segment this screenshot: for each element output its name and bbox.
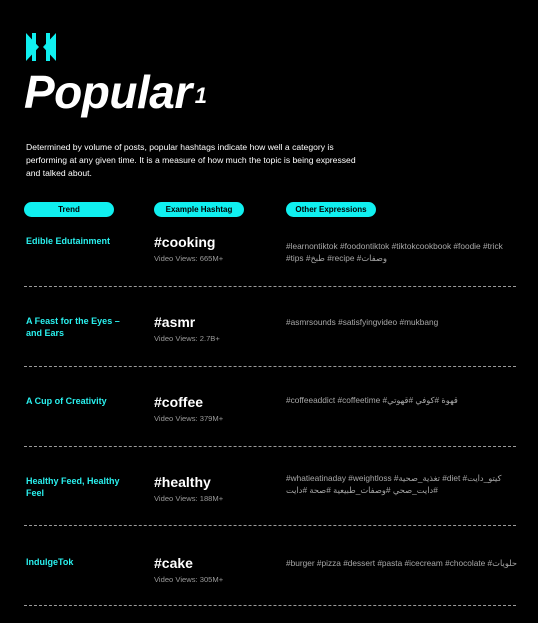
intro-paragraph: Determined by volume of posts, popular hashtags indicate how well a category is performing at any given time. It is a measure of how much the topic is being expressed and talked about. [26,141,356,178]
trend-name: IndulgeTok [26,557,74,567]
column-header-trend: Trend [24,202,114,217]
other-expressions: #coffeeaddict #coffeetime #قهوة #كوفي #قهوتي [286,395,458,405]
row-divider [24,605,516,606]
trend-name: A Cup of Creativity [26,396,107,406]
video-views: Video Views: 188M+ [154,494,224,503]
video-views: Video Views: 665M+ [154,254,224,263]
video-views: Video Views: 305M+ [154,575,224,584]
other-expressions: #learnontiktok #foodontiktok #tiktokcookbook #foodie #trick #tips #طبخ #recipe #وصفات [286,241,503,263]
example-hashtag: #asmr [154,314,196,330]
trend-name: Healthy Feed, Healthy Feel [26,476,120,498]
column-header-other-expressions: Other Expressions [286,202,376,217]
example-hashtag: #cooking [154,234,216,250]
page-title: Popular $^1$ [24,66,207,118]
row-divider [24,366,516,367]
video-views: Video Views: 2.7B+ [154,334,220,343]
example-hashtag: #healthy [154,474,211,490]
trend-name: A Feast for the Eyes – and Ears [26,316,120,338]
other-expressions: #burger #pizza #dessert #pasta #icecream #chocolate #حلويات [286,558,517,568]
other-expressions: #whatieatinaday #weightloss #تغذية_صحية #diet #كيتو_دايت #دايت_صحي #وصفات_طبيعية #صحة #دايت [286,473,502,495]
row-divider [24,446,516,447]
video-views: Video Views: 379M+ [154,414,224,423]
other-expressions: #asmrsounds #satisfyingvideo #mukbang [286,317,439,327]
row-divider [24,525,516,526]
footnote-marker: 1 [194,83,207,108]
column-header-example-hashtag: Example Hashtag [154,202,244,217]
example-hashtag: #cake [154,555,193,571]
trend-name: Edible Edutainment [26,236,111,246]
brand-logo-icon [26,33,56,61]
example-hashtag: #coffee [154,394,204,410]
row-divider [24,286,516,287]
